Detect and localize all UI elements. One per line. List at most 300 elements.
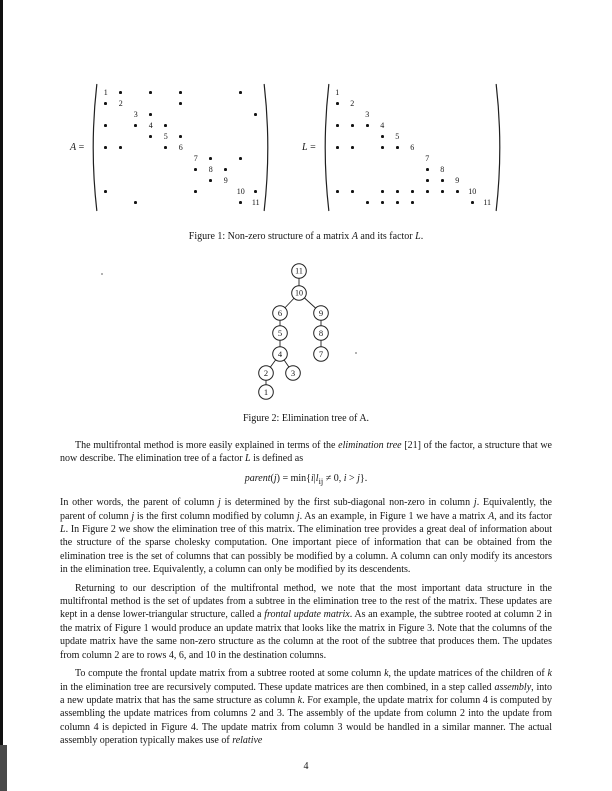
matrix-cell (158, 109, 173, 120)
nonzero-dot (239, 201, 242, 204)
matrix-cell (158, 186, 173, 197)
matrix-cell (128, 186, 143, 197)
matrix-cell (390, 175, 405, 186)
matrix-cell (465, 109, 480, 120)
matrix-cell (375, 197, 390, 208)
matrix-cell (450, 98, 465, 109)
matrix-cell (128, 197, 143, 208)
scan-edge-artifact (0, 0, 3, 791)
matrix-cell (98, 164, 113, 175)
matrix-cell (173, 131, 188, 142)
nonzero-dot (104, 146, 107, 149)
matrix-cell (113, 109, 128, 120)
matrix-cell (420, 164, 435, 175)
matrix-cell (128, 142, 143, 153)
matrix-cell (405, 186, 420, 197)
matrix-cell (420, 197, 435, 208)
matrix-cell (233, 109, 248, 120)
matrix-cell (143, 153, 158, 164)
matrix-cell (330, 142, 345, 153)
matrix-cell (233, 120, 248, 131)
matrix-cell (480, 87, 495, 98)
nonzero-dot (426, 190, 429, 193)
matrix-cell (233, 153, 248, 164)
nonzero-dot (411, 201, 414, 204)
matrix-cell (480, 153, 495, 164)
nonzero-dot (471, 201, 474, 204)
matrix-cell (330, 186, 345, 197)
matrix-cell: 2 (350, 98, 355, 108)
tree-node-label: 3 (290, 368, 296, 378)
matrix-cell (390, 186, 405, 197)
matrix-cell (435, 120, 450, 131)
figure1-caption: Figure 1: Non-zero structure of a matrix A and its factor L. (188, 231, 424, 242)
matrix-cell (128, 120, 143, 131)
nonzero-dot (336, 124, 339, 127)
matrix-cell (345, 109, 360, 120)
matrix-cell (375, 186, 390, 197)
matrix-cell (480, 109, 495, 120)
matrix-cell (345, 131, 360, 142)
matrix-cell (405, 164, 420, 175)
matrix-cell (405, 153, 420, 164)
matrix-cell (420, 142, 435, 153)
matrix-cell (435, 109, 450, 120)
matrix-cell (113, 120, 128, 131)
matrix-cell (450, 197, 465, 208)
nonzero-dot (381, 201, 384, 204)
matrix-cell (143, 109, 158, 120)
matrix-cell (218, 186, 233, 197)
nonzero-dot (441, 190, 444, 193)
matrix-cell (158, 197, 173, 208)
matrix-l-grid (330, 87, 495, 208)
tree-node-9 (314, 306, 329, 321)
tree-node-label: 1 (263, 387, 269, 397)
nonzero-dot (336, 102, 339, 105)
tree-node-2 (259, 366, 274, 381)
matrix-cell (113, 186, 128, 197)
tree-node-1 (259, 385, 274, 400)
nonzero-dot (396, 190, 399, 193)
matrix-cell (203, 153, 218, 164)
matrix-cell (188, 175, 203, 186)
matrix-cell (480, 175, 495, 186)
matrix-cell (98, 142, 113, 153)
matrix-cell (113, 142, 128, 153)
matrix-cell (345, 87, 360, 98)
matrix-cell (248, 164, 263, 175)
nonzero-dot (179, 102, 182, 105)
matrix-cell (143, 186, 158, 197)
matrix-cell (465, 164, 480, 175)
matrix-cell (143, 131, 158, 142)
matrix-cell (203, 131, 218, 142)
body-text (60, 439, 552, 753)
paragraph: Returning to our description of the multifrontal method, we note that the most important data structure in the multifrontal method is the set of updates from a subtree in the elimination tree to the rest of the matrix. These updates are kept in a dense lower-triangular structure, called a frontal update matrix. As an example, the subtree rooted at column 2 in the matrix of Figure 1 would produce an update matrix that looks like the matrix in Figure 3. Note that the columns of the update matrix have the same non-zero structure as the column at the root of the subtree that produces them. The updates from column 2 are to rows 4, 6, and 10 in the destination columns. (60, 582, 552, 661)
matrix-cell (233, 142, 248, 153)
matrix-cell (113, 164, 128, 175)
matrix-cell (465, 142, 480, 153)
matrix-cell (173, 164, 188, 175)
tree-node-3 (286, 366, 301, 381)
matrix-cell (480, 142, 495, 153)
matrix-cell (465, 175, 480, 186)
matrix-cell: 3 (365, 109, 370, 119)
matrix-cell (390, 197, 405, 208)
matrix-cell (360, 164, 375, 175)
matrix-l-figure (302, 83, 504, 212)
matrix-cell: 6 (178, 142, 183, 152)
matrix-a-label: A = (70, 142, 85, 153)
matrix-cell: 2 (118, 98, 123, 108)
matrix-cell (450, 87, 465, 98)
matrix-cell (188, 109, 203, 120)
matrix-cell (158, 120, 173, 131)
matrix-cell (330, 175, 345, 186)
matrix-cell: 10 (236, 186, 245, 196)
nonzero-dot (381, 190, 384, 193)
matrix-cell (158, 142, 173, 153)
matrix-cell (98, 131, 113, 142)
matrix-cell (218, 131, 233, 142)
matrix-cell: 5 (163, 131, 168, 141)
matrix-cell: 6 (410, 142, 415, 152)
paragraph: The multifrontal method is more easily explained in terms of the elimination tree [21] of the factor, a structure that we now describe. The elimination tree of a factor L is defined as (60, 440, 552, 465)
matrix-cell: 9 (455, 175, 460, 185)
elimination-tree-svg (228, 253, 388, 405)
matrix-cell (375, 164, 390, 175)
matrix-cell (375, 153, 390, 164)
matrix-cell (405, 120, 420, 131)
matrix-a-grid (98, 87, 263, 208)
matrix-cell (218, 142, 233, 153)
matrix-cell (360, 197, 375, 208)
page-number: 4 (303, 761, 309, 772)
matrix-cell: 8 (208, 164, 213, 174)
matrix-cell (345, 175, 360, 186)
nonzero-dot (351, 190, 354, 193)
matrix-cell (218, 87, 233, 98)
matrix-cell (248, 87, 263, 98)
matrix-cell (248, 98, 263, 109)
matrix-cell (128, 175, 143, 186)
matrix-cell: 1 (335, 87, 340, 97)
matrix-cell (420, 186, 435, 197)
matrix-cell (390, 87, 405, 98)
nonzero-dot (149, 91, 152, 94)
matrix-cell: 7 (425, 153, 430, 163)
matrix-cell (128, 164, 143, 175)
nonzero-dot (209, 157, 212, 160)
matrix-cell (420, 98, 435, 109)
nonzero-dot (351, 146, 354, 149)
matrix-cell (405, 109, 420, 120)
matrix-cell (143, 87, 158, 98)
right-paren (263, 83, 272, 212)
matrix-cell (173, 98, 188, 109)
matrix-cell (360, 98, 375, 109)
matrix-cell (390, 109, 405, 120)
tree-node-label: 4 (277, 349, 283, 359)
matrix-cell (218, 153, 233, 164)
nonzero-dot (119, 91, 122, 94)
matrix-cell (188, 197, 203, 208)
right-paren (495, 83, 504, 212)
matrix-cell (158, 175, 173, 186)
nonzero-dot (411, 190, 414, 193)
matrix-cell (330, 197, 345, 208)
matrix-cell (390, 98, 405, 109)
matrix-cell: 10 (468, 186, 477, 196)
matrix-cell: 8 (440, 164, 445, 174)
matrix-cell (218, 109, 233, 120)
matrix-cell (203, 197, 218, 208)
matrix-cell: 4 (380, 120, 385, 130)
nonzero-dot (381, 135, 384, 138)
matrix-cell (218, 98, 233, 109)
matrix-cell (330, 109, 345, 120)
matrix-cell (345, 186, 360, 197)
tree-node-label: 10 (295, 288, 303, 298)
parent-definition-formula: parent(j) = $\min\{i|l_{ij} \ne 0$, i > j}. (244, 472, 368, 486)
matrix-cell (450, 186, 465, 197)
matrix-cell (330, 98, 345, 109)
matrix-cell (158, 164, 173, 175)
matrix-cell (435, 142, 450, 153)
matrix-cell (435, 186, 450, 197)
matrix-cell (203, 142, 218, 153)
matrix-cell (158, 153, 173, 164)
tree-node-8 (314, 326, 329, 341)
nonzero-dot (351, 124, 354, 127)
paragraph: To compute the frontal update matrix from a subtree rooted at some column k, the update matrices of the children of k in the elimination tree are recursively computed. These update matrices are then combined, in a step called assembly, into a new update matrix that has the same structure as column k. For example, the update matrix for column 4 is computed by assembling the update matrices from columns 2 and 3. The assembly of the update from column 2 into the update from column 4 is depicted in Figure 4. The update matrix from column 3 would be handled in a similar manner. The actual assembly operation typically makes use of relative (60, 668, 552, 747)
matrix-cell: 9 (223, 175, 228, 185)
matrix-cell (330, 164, 345, 175)
matrix-cell (113, 175, 128, 186)
matrix-cell (113, 87, 128, 98)
tree-node-10 (292, 286, 307, 301)
matrix-cell (128, 153, 143, 164)
matrix-cell (360, 175, 375, 186)
left-paren (321, 83, 330, 212)
matrix-cell (173, 175, 188, 186)
nonzero-dot (254, 113, 257, 116)
matrix-cell (233, 131, 248, 142)
matrix-cell (345, 164, 360, 175)
matrix-cell (173, 87, 188, 98)
matrix-l-label: L = (302, 142, 316, 153)
matrix-cell (480, 98, 495, 109)
matrix-cell (480, 164, 495, 175)
matrix-cell (98, 186, 113, 197)
matrix-cell (203, 98, 218, 109)
nonzero-dot (441, 179, 444, 182)
matrix-cell (233, 98, 248, 109)
matrix-cell (360, 87, 375, 98)
matrix-cell (450, 131, 465, 142)
matrix-cell (360, 120, 375, 131)
matrix-cell (420, 131, 435, 142)
matrix-cell (480, 131, 495, 142)
nonzero-dot (194, 190, 197, 193)
nonzero-dot (254, 190, 257, 193)
matrix-cell (435, 87, 450, 98)
matrix-cell: 7 (193, 153, 198, 163)
matrix-cell (345, 197, 360, 208)
matrix-cell (158, 98, 173, 109)
matrix-cell (98, 197, 113, 208)
matrix-cell (345, 120, 360, 131)
paragraph: In other words, the parent of column j is determined by the first sub-diagonal non-zero in column j. Equivalently, the parent of column j is the first column modified by column j. As an example, in Figure 1 we have a matrix A, and its factor L. In Figure 2 we show the elimination tree of this matrix. The elimination tree provides a great deal of information about the structure of the sparse cholesky computation. One important piece of information that can be obtained from the elimination tree is the set of columns that can possibly be modified by a column. A column can only modify its ancestors in the elimination tree. Equivalently, a column can only be modified by its descendents. (60, 497, 553, 576)
matrix-cell (128, 87, 143, 98)
matrix-cell (330, 153, 345, 164)
matrix-cell (218, 197, 233, 208)
tree-node-label: 2 (263, 368, 269, 378)
matrix-cell: 3 (133, 109, 138, 119)
matrix-cell (203, 120, 218, 131)
matrix-cell (113, 197, 128, 208)
tree-node-label: 5 (277, 328, 283, 338)
nonzero-dot (239, 157, 242, 160)
matrix-cell (188, 142, 203, 153)
matrix-cell (203, 175, 218, 186)
nonzero-dot (149, 135, 152, 138)
matrix-cell (465, 98, 480, 109)
matrix-cell: 11 (483, 197, 492, 207)
matrix-cell (188, 98, 203, 109)
matrix-cell (480, 186, 495, 197)
nonzero-dot (381, 146, 384, 149)
matrix-cell (390, 164, 405, 175)
matrix-cell (435, 153, 450, 164)
matrix-cell (375, 98, 390, 109)
matrix-cell (435, 98, 450, 109)
matrix-cell (405, 175, 420, 186)
tree-node-label: 11 (295, 266, 303, 276)
matrix-cell: 4 (148, 120, 153, 130)
matrix-cell (248, 120, 263, 131)
matrix-cell (248, 186, 263, 197)
matrix-cell (405, 98, 420, 109)
matrix-cell (420, 109, 435, 120)
nonzero-dot (456, 190, 459, 193)
nonzero-dot (149, 113, 152, 116)
matrix-cell: 1 (103, 87, 108, 97)
nonzero-dot (119, 146, 122, 149)
tree-node-label: 6 (277, 308, 283, 318)
matrix-cell (375, 87, 390, 98)
matrix-cell (188, 164, 203, 175)
matrix-cell (188, 186, 203, 197)
nonzero-dot (426, 179, 429, 182)
nonzero-dot (194, 168, 197, 171)
matrix-cell (173, 109, 188, 120)
matrix-cell (435, 197, 450, 208)
nonzero-dot (104, 124, 107, 127)
left-paren (89, 83, 98, 212)
matrix-cell (330, 120, 345, 131)
matrix-cell (113, 131, 128, 142)
matrix-cell (188, 120, 203, 131)
nonzero-dot (366, 124, 369, 127)
matrix-cell (143, 164, 158, 175)
tree-node-4 (273, 347, 288, 362)
matrix-cell (450, 164, 465, 175)
matrix-cell (98, 109, 113, 120)
matrix-cell (98, 120, 113, 131)
matrix-cell (420, 87, 435, 98)
matrix-cell (143, 98, 158, 109)
matrix-cell (450, 142, 465, 153)
matrix-cell (375, 175, 390, 186)
nonzero-dot (164, 146, 167, 149)
matrix-cell (435, 131, 450, 142)
matrix-cell (405, 197, 420, 208)
matrix-cell (173, 120, 188, 131)
nonzero-dot (179, 91, 182, 94)
tree-node-label: 9 (318, 308, 324, 318)
tree-node-5 (273, 326, 288, 341)
matrix-cell (233, 175, 248, 186)
matrix-cell (465, 197, 480, 208)
matrix-a-figure (70, 83, 272, 212)
matrix-cell (233, 87, 248, 98)
scan-speck (101, 273, 103, 275)
matrix-cell (218, 120, 233, 131)
matrix-cell (465, 87, 480, 98)
matrix-cell (128, 131, 143, 142)
matrix-cell (390, 120, 405, 131)
nonzero-dot (134, 201, 137, 204)
matrix-cell (450, 153, 465, 164)
matrix-cell (173, 153, 188, 164)
matrix-cell (360, 131, 375, 142)
matrix-cell (375, 131, 390, 142)
matrix-cell (375, 109, 390, 120)
matrix-cell (233, 197, 248, 208)
matrix-cell (390, 142, 405, 153)
matrix-cell (113, 153, 128, 164)
matrix-cell (98, 175, 113, 186)
matrix-cell (248, 153, 263, 164)
tree-node-7 (314, 347, 329, 362)
matrix-cell (248, 142, 263, 153)
matrix-cell (360, 142, 375, 153)
matrix-cell (375, 142, 390, 153)
matrix-cell (188, 131, 203, 142)
nonzero-dot (366, 201, 369, 204)
nonzero-dot (224, 168, 227, 171)
matrix-cell (450, 120, 465, 131)
nonzero-dot (239, 91, 242, 94)
matrix-cell (203, 109, 218, 120)
matrix-cell (158, 87, 173, 98)
matrix-cell (143, 175, 158, 186)
matrix-cell (480, 120, 495, 131)
matrix-cell (233, 164, 248, 175)
nonzero-dot (396, 201, 399, 204)
matrix-cell (360, 153, 375, 164)
matrix-cell (420, 175, 435, 186)
matrix-cell (405, 87, 420, 98)
matrix-cell (345, 142, 360, 153)
nonzero-dot (426, 168, 429, 171)
matrix-cell (248, 175, 263, 186)
nonzero-dot (336, 190, 339, 193)
matrix-cell (465, 120, 480, 131)
matrix-cell (128, 98, 143, 109)
